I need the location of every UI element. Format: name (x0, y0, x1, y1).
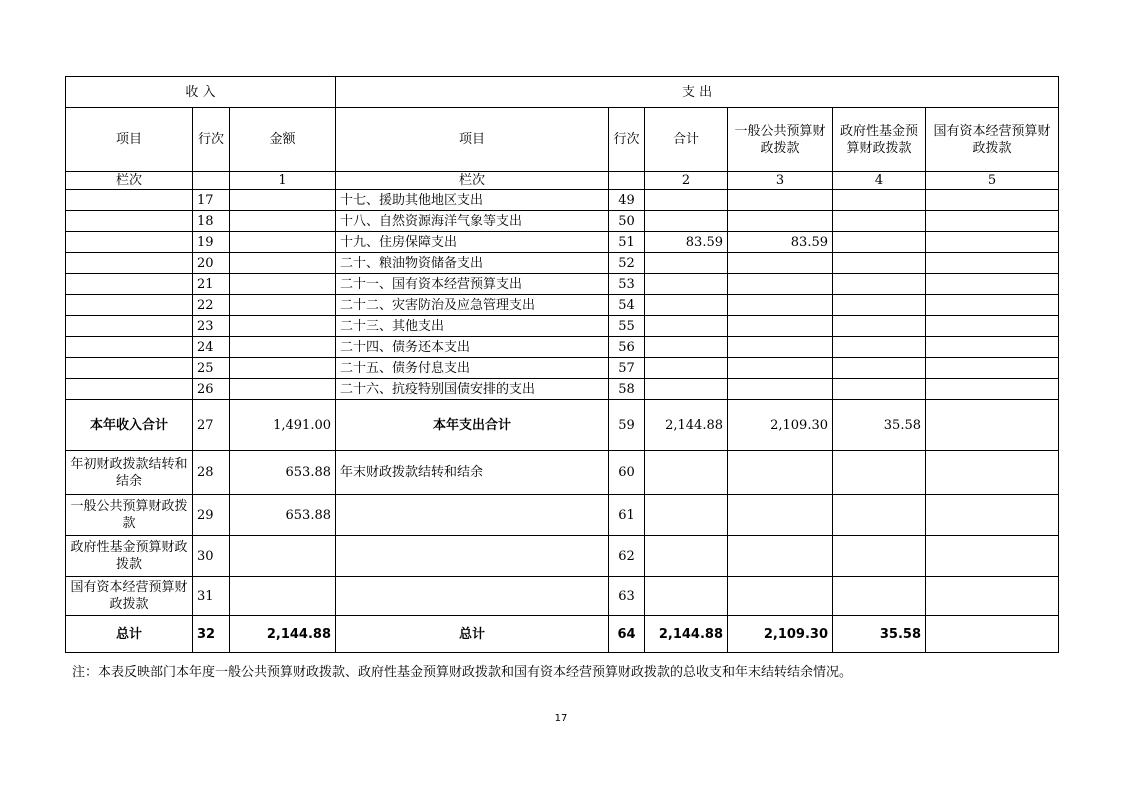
year-income-total-label: 本年收入合计 (66, 400, 193, 451)
income-amount-cell (230, 253, 336, 274)
expense-total-cell (645, 451, 728, 495)
carryover-row (66, 577, 1059, 616)
table-row (66, 211, 1059, 232)
expense-total-cell (645, 295, 728, 316)
state-capital-cell (926, 337, 1059, 358)
income-item-cell (66, 379, 193, 400)
table-row (66, 316, 1059, 337)
income-item-cell (66, 211, 193, 232)
income-amount-cell (230, 211, 336, 232)
grand-total-row (66, 616, 1059, 653)
general-budget-cell (728, 295, 833, 316)
income-item-cell (66, 190, 193, 211)
expense-total-cell (645, 190, 728, 211)
expense-row-number: 63 (609, 577, 645, 616)
expense-row-number: 58 (609, 379, 645, 400)
income-amount-cell (230, 295, 336, 316)
gov-fund-cell (833, 451, 926, 495)
year-general-budget-total: 2,109.30 (728, 400, 833, 451)
expense-total-cell (645, 577, 728, 616)
expense-total-header: 合计 (645, 108, 728, 172)
income-row-number: 28 (193, 451, 230, 495)
grand-total-income-amount: 2,144.88 (230, 616, 336, 653)
income-amount-cell (230, 316, 336, 337)
income-amount-cell (230, 190, 336, 211)
gov-fund-cell (833, 253, 926, 274)
state-capital-header: 国有资本经营预算财政拨款 (926, 108, 1059, 172)
col-index-4: 4 (833, 172, 926, 190)
grand-total-expense: 2,144.88 (645, 616, 728, 653)
state-capital-cell (926, 274, 1059, 295)
state-capital-cell (926, 211, 1059, 232)
state-capital-cell (926, 253, 1059, 274)
gov-fund-cell (833, 211, 926, 232)
table-row (66, 190, 1059, 211)
gov-fund-cell (833, 190, 926, 211)
col-index-1: 1 (230, 172, 336, 190)
expense-item-cell: 十九、住房保障支出 (336, 232, 609, 253)
fiscal-appropriation-table (65, 76, 1059, 653)
income-row-number: 25 (193, 358, 230, 379)
income-row-number: 19 (193, 232, 230, 253)
table-row (66, 274, 1059, 295)
general-budget-header: 一般公共预算财政拨款 (728, 108, 833, 172)
income-row-number: 30 (193, 536, 230, 577)
general-budget-cell (728, 451, 833, 495)
col-index-5: 5 (926, 172, 1059, 190)
income-amount-cell (230, 358, 336, 379)
expense-row-number: 52 (609, 253, 645, 274)
expense-section-header: 支 出 (336, 77, 1059, 108)
income-item-cell (66, 337, 193, 358)
gov-fund-cell (833, 274, 926, 295)
general-budget-cell (728, 253, 833, 274)
col-index-empty (609, 172, 645, 190)
expense-total-cell (645, 495, 728, 536)
expense-row-number: 53 (609, 274, 645, 295)
gov-fund-cell (833, 577, 926, 616)
col-index-2: 2 (645, 172, 728, 190)
expense-item-cell: 二十一、国有资本经营预算支出 (336, 274, 609, 295)
expense-item-cell: 二十五、债务付息支出 (336, 358, 609, 379)
income-item-cell (66, 295, 193, 316)
general-budget-cell (728, 190, 833, 211)
expense-row-number: 54 (609, 295, 645, 316)
expense-item-cell (336, 495, 609, 536)
income-item-cell: 一般公共预算财政拨款 (66, 495, 193, 536)
grand-total-state-capital (926, 616, 1059, 653)
income-row-number: 17 (193, 190, 230, 211)
expense-item-cell: 年末财政拨款结转和结余 (336, 451, 609, 495)
expense-row-number: 62 (609, 536, 645, 577)
expense-row-number: 57 (609, 358, 645, 379)
state-capital-cell (926, 295, 1059, 316)
income-row-number: 20 (193, 253, 230, 274)
expense-total-cell (645, 536, 728, 577)
grand-total-general-budget: 2,109.30 (728, 616, 833, 653)
income-row-header: 行次 (193, 108, 230, 172)
expense-row-number: 49 (609, 190, 645, 211)
expense-item-cell (336, 577, 609, 616)
expense-row-number: 56 (609, 337, 645, 358)
expense-total-cell (645, 211, 728, 232)
expense-item-header: 项目 (336, 108, 609, 172)
table-row (66, 358, 1059, 379)
income-item-cell (66, 253, 193, 274)
income-item-cell (66, 232, 193, 253)
expense-item-cell (336, 536, 609, 577)
income-row-number: 18 (193, 211, 230, 232)
expense-row-header: 行次 (609, 108, 645, 172)
income-row-number: 26 (193, 379, 230, 400)
gov-fund-cell (833, 316, 926, 337)
income-row-number: 27 (193, 400, 230, 451)
income-row-number: 21 (193, 274, 230, 295)
general-budget-cell (728, 211, 833, 232)
state-capital-cell (926, 232, 1059, 253)
carryover-row (66, 536, 1059, 577)
income-item-cell (66, 274, 193, 295)
income-item-cell (66, 316, 193, 337)
expense-total-cell (645, 316, 728, 337)
state-capital-cell (926, 358, 1059, 379)
income-amount-cell (230, 274, 336, 295)
year-state-capital-total (926, 400, 1059, 451)
expense-item-cell: 十八、自然资源海洋气象等支出 (336, 211, 609, 232)
carryover-row (66, 495, 1059, 536)
income-item-cell (66, 358, 193, 379)
income-amount-cell: 653.88 (230, 495, 336, 536)
general-budget-cell (728, 274, 833, 295)
income-item-header: 项目 (66, 108, 193, 172)
income-row-number: 32 (193, 616, 230, 653)
expense-total-cell (645, 358, 728, 379)
income-row-number: 31 (193, 577, 230, 616)
table-row (66, 337, 1059, 358)
general-budget-cell (728, 358, 833, 379)
table-row (66, 232, 1059, 253)
expense-row-number: 59 (609, 400, 645, 451)
income-row-number: 23 (193, 316, 230, 337)
table-footnote: 注：本表反映部门本年度一般公共预算财政拨款、政府性基金预算财政拨款和国有资本经营预算财政拨款的总收支和年末结转结余情况。 (72, 665, 853, 680)
gov-fund-cell (833, 536, 926, 577)
income-item-cell: 年初财政拨款结转和结余 (66, 451, 193, 495)
col-index-label-left: 栏次 (66, 172, 193, 190)
income-amount-cell (230, 577, 336, 616)
income-item-cell: 国有资本经营预算财政拨款 (66, 577, 193, 616)
col-index-label-right: 栏次 (336, 172, 609, 190)
expense-total-cell: 83.59 (645, 232, 728, 253)
carryover-row (66, 451, 1059, 495)
table-row (66, 379, 1059, 400)
year-total-row (66, 400, 1059, 451)
general-budget-cell (728, 316, 833, 337)
col-index-3: 3 (728, 172, 833, 190)
expense-row-number: 50 (609, 211, 645, 232)
state-capital-cell (926, 451, 1059, 495)
column-index-row (66, 172, 1059, 190)
grand-total-income-label: 总计 (66, 616, 193, 653)
table-row (66, 253, 1059, 274)
gov-fund-header: 政府性基金预算财政拨款 (833, 108, 926, 172)
gov-fund-cell (833, 379, 926, 400)
income-row-number: 24 (193, 337, 230, 358)
section-header-row (66, 77, 1059, 108)
gov-fund-cell (833, 337, 926, 358)
expense-row-number: 64 (609, 616, 645, 653)
expense-item-cell: 二十二、灾害防治及应急管理支出 (336, 295, 609, 316)
expense-total-cell (645, 379, 728, 400)
expense-row-number: 55 (609, 316, 645, 337)
year-income-total-amount: 1,491.00 (230, 400, 336, 451)
year-expense-total: 2,144.88 (645, 400, 728, 451)
year-gov-fund-total: 35.58 (833, 400, 926, 451)
income-row-number: 29 (193, 495, 230, 536)
state-capital-cell (926, 495, 1059, 536)
expense-total-cell (645, 253, 728, 274)
state-capital-cell (926, 379, 1059, 400)
income-amount-header: 金额 (230, 108, 336, 172)
general-budget-cell (728, 577, 833, 616)
expense-row-number: 51 (609, 232, 645, 253)
income-amount-cell: 653.88 (230, 451, 336, 495)
state-capital-cell (926, 577, 1059, 616)
general-budget-cell: 83.59 (728, 232, 833, 253)
expense-item-cell: 十七、援助其他地区支出 (336, 190, 609, 211)
general-budget-cell (728, 536, 833, 577)
expense-item-cell: 二十、粮油物资储备支出 (336, 253, 609, 274)
gov-fund-cell (833, 358, 926, 379)
page-number: 17 (554, 713, 568, 724)
expense-item-cell: 二十三、其他支出 (336, 316, 609, 337)
income-amount-cell (230, 379, 336, 400)
grand-total-expense-label: 总计 (336, 616, 609, 653)
expense-total-cell (645, 337, 728, 358)
general-budget-cell (728, 379, 833, 400)
general-budget-cell (728, 337, 833, 358)
gov-fund-cell (833, 295, 926, 316)
state-capital-cell (926, 190, 1059, 211)
income-amount-cell (230, 536, 336, 577)
state-capital-cell (926, 536, 1059, 577)
income-amount-cell (230, 337, 336, 358)
general-budget-cell (728, 495, 833, 536)
year-expense-total-label: 本年支出合计 (336, 400, 609, 451)
column-header-row (66, 108, 1059, 172)
col-index-empty (193, 172, 230, 190)
expense-row-number: 61 (609, 495, 645, 536)
expense-item-cell: 二十六、抗疫特别国债安排的支出 (336, 379, 609, 400)
income-amount-cell (230, 232, 336, 253)
grand-total-gov-fund: 35.58 (833, 616, 926, 653)
expense-total-cell (645, 274, 728, 295)
income-item-cell: 政府性基金预算财政拨款 (66, 536, 193, 577)
gov-fund-cell (833, 232, 926, 253)
gov-fund-cell (833, 495, 926, 536)
income-section-header: 收 入 (66, 77, 336, 108)
expense-item-cell: 二十四、债务还本支出 (336, 337, 609, 358)
expense-row-number: 60 (609, 451, 645, 495)
table-row (66, 295, 1059, 316)
state-capital-cell (926, 316, 1059, 337)
income-row-number: 22 (193, 295, 230, 316)
